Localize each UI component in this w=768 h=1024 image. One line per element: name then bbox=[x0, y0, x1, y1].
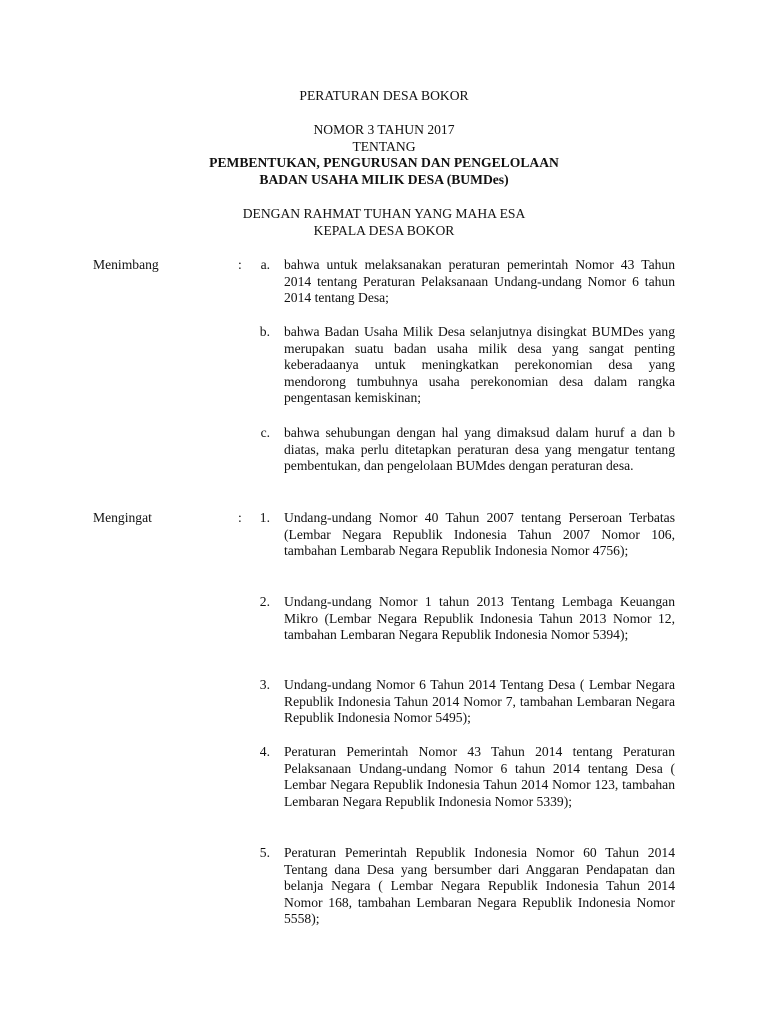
menimbang-colon: : bbox=[238, 257, 242, 272]
menimbang-item-b: bahwa Badan Usaha Milik Desa selanjutnya disingkat BUMDes yang merupakan suatu badan usaha milik desa yang sangat penting keberadaanya untuk meningkatkan perekonomian desa yang mendorong tumbuhnya usaha perekonomian desa dalam rangka pengentasan kemiskinan; bbox=[284, 324, 675, 406]
menimbang-item-c: bahwa sehubungan dengan hal yang dimaksud dalam huruf a dan b diatas, maka perlu ditetapkan peraturan desa yang mengatur tentang pembentukan, dan pengelolaan BUMdes dengan peraturan desa. bbox=[284, 425, 675, 474]
mengingat-marker-1: 1. bbox=[259, 510, 270, 525]
menimbang-label: Menimbang bbox=[93, 257, 159, 272]
regulation-title-line-2: BADAN USAHA MILIK DESA (BUMDes) bbox=[259, 172, 509, 187]
regulation-heading: PERATURAN DESA BOKOR bbox=[299, 88, 469, 103]
mengingat-label: Mengingat bbox=[93, 510, 152, 525]
mengingat-marker-2: 2. bbox=[259, 594, 270, 609]
tentang-line: TENTANG bbox=[352, 139, 416, 154]
menimbang-item-a: bahwa untuk melaksanakan peraturan pemerintah Nomor 43 Tahun 2014 tentang Peraturan Pelaksanaan Undang-undang Nomor 6 tahun 2014 tentang Desa; bbox=[284, 257, 675, 306]
regulation-number: NOMOR 3 TAHUN 2017 bbox=[313, 122, 455, 137]
mengingat-marker-3: 3. bbox=[259, 677, 270, 692]
invocation-line: DENGAN RAHMAT TUHAN YANG MAHA ESA bbox=[242, 206, 526, 221]
mengingat-marker-4: 4. bbox=[259, 744, 270, 759]
mengingat-item-3: Undang-undang Nomor 6 Tahun 2014 Tentang Desa ( Lembar Negara Republik Indonesia Tahun 2014 Nomor 7, tambahan Lembaran Negara Republik Indonesia Nomor 5495); bbox=[284, 677, 675, 726]
regulation-title-line-1: PEMBENTUKAN, PENGURUSAN DAN PENGELOLAAN bbox=[209, 155, 559, 170]
mengingat-marker-5: 5. bbox=[259, 845, 270, 860]
mengingat-item-1: Undang-undang Nomor 40 Tahun 2007 tentang Perseroan Terbatas (Lembar Negara Republik Indonesia Tahun 2007 Nomor 106, tambahan Lembarab Negara Republik Indonesia Nomor 4756); bbox=[284, 510, 675, 559]
menimbang-marker-c: c. bbox=[260, 425, 270, 440]
mengingat-item-5: Peraturan Pemerintah Republik Indonesia Nomor 60 Tahun 2014 Tentang dana Desa yang bersumber dari Anggaran Pendapatan dan belanja Negara ( Lembar Negara Republik Indonesia Tahun 2014 Nomor 168, tambahan Lembaran Negara Republik Indonesia Nomor 5558); bbox=[284, 845, 675, 927]
menimbang-marker-b: b. bbox=[259, 324, 270, 339]
mengingat-item-2: Undang-undang Nomor 1 tahun 2013 Tentang Lembaga Keuangan Mikro (Lembar Negara Republik Indonesia Tahun 2013 Nomor 12, tambahan Lembaran Negara Republik Indonesia Nomor 5394); bbox=[284, 594, 675, 643]
mengingat-colon: : bbox=[238, 510, 242, 525]
issuer-line: KEPALA DESA BOKOR bbox=[313, 223, 455, 238]
mengingat-item-4: Peraturan Pemerintah Nomor 43 Tahun 2014 tentang Peraturan Pelaksanaan Undang-undang Nomor 6 tahun 2014 tentang Desa ( Lembar Negara Republik Indonesia Tahun 2014 Nomor 123, tambahan Lembaran Negara Republik Indonesia Nomor 5339); bbox=[284, 744, 675, 809]
menimbang-marker-a: a. bbox=[260, 257, 270, 272]
